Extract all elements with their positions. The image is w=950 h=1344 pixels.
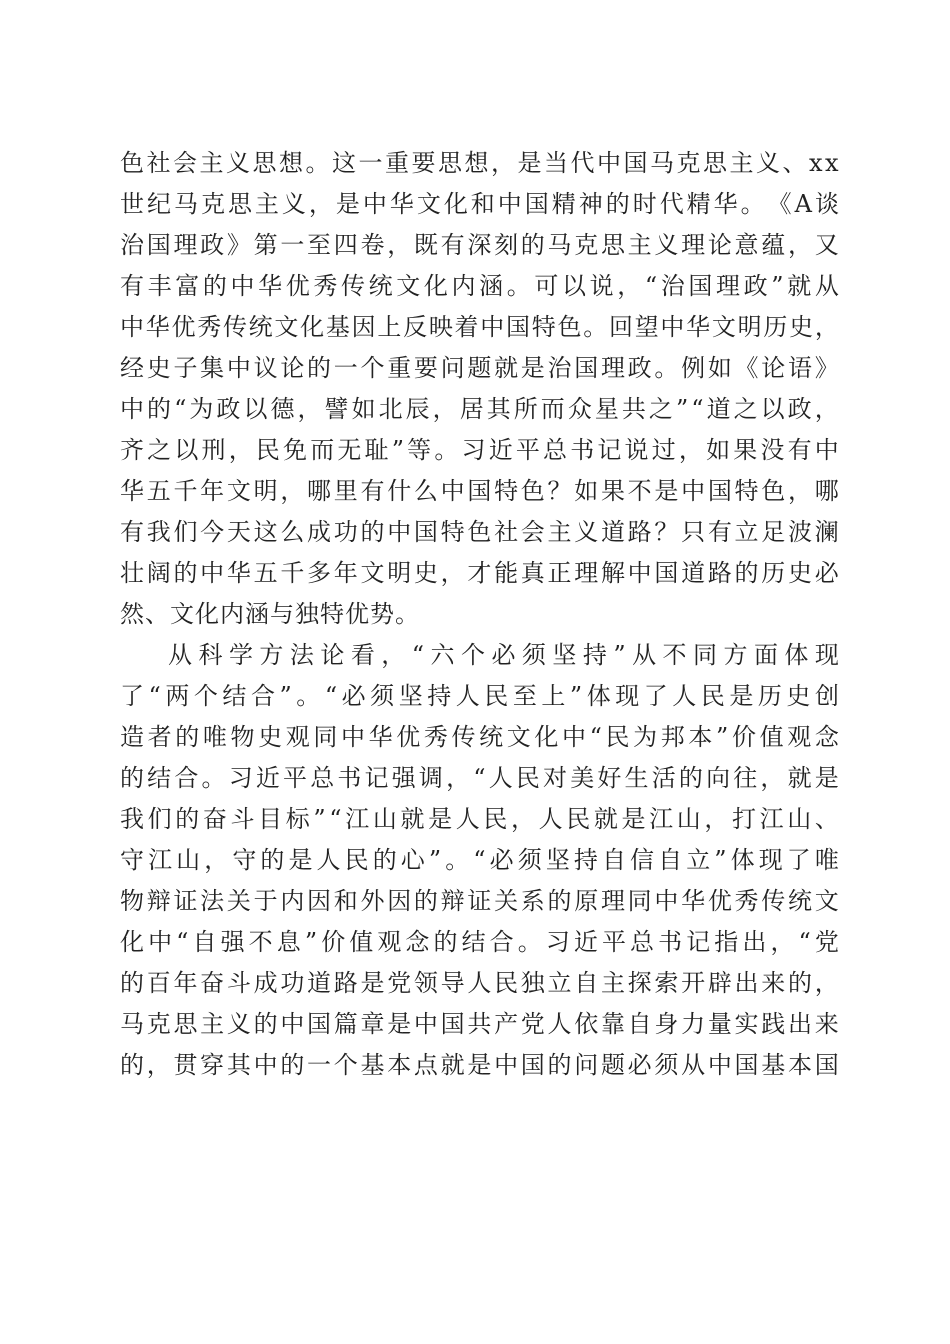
text-line: 华 五 千 年 文 明 ， 哪 里 有 什 么 中 国 特 色 ？ 如 果 不 是 中 国 特 色 ， 哪 [120,477,840,505]
text-line: 世 纪 马 克 思 主 义 ， 是 中 华 文 化 和 中 国 精 神 的 时 代 精 华 。 《 A 谈 [120,190,840,218]
text-line: 壮 阔 的 中 华 五 千 多 年 文 明 史 ， 才 能 真 正 理 解 中 国 道 路 的 历 史 必 [120,559,840,587]
text-line: 化 中 “ 自 强 不 息 ” 价 值 观 念 的 结 合 。 习 近 平 总 书 记 指 出 ， “ 党 [120,928,840,956]
paragraph-1 [120,143,840,635]
text-line: 色 社 会 主 义 思 想 。 这 一 重 要 思 想 ， 是 当 代 中 国 马 克 思 主 义 、 x x [120,149,840,177]
body-text [120,143,840,1086]
text-line: 的 百 年 奋 斗 成 功 道 路 是 党 领 导 人 民 独 立 自 主 探 索 开 辟 出 来 的 ， [120,969,840,997]
text-line: 从 科 学 方 法 论 看 ， “ 六 个 必 须 坚 持 ” 从 不 同 方 面 体 现 [168,641,840,669]
text-line: 有 我 们 今 天 这 么 成 功 的 中 国 特 色 社 会 主 义 道 路 ？ 只 有 立 足 波 澜 [120,518,840,546]
text-line: 物 辩 证 法 关 于 内 因 和 外 因 的 辩 证 关 系 的 原 理 同 中 华 优 秀 传 统 文 [120,887,840,915]
text-line: 然、文化内涵与独特优势。 [120,600,420,628]
text-line: 的 ， 贯 穿 其 中 的 一 个 基 本 点 就 是 中 国 的 问 题 必 须 从 中 国 基 本 国 [120,1051,840,1079]
paragraph-2 [120,635,840,1086]
text-line: 中 的 “ 为 政 以 德 ， 譬 如 北 辰 ， 居 其 所 而 众 星 共 之 ” “ 道 之 以 政 ， [120,395,840,423]
text-line: 中 华 优 秀 传 统 文 化 基 因 上 反 映 着 中 国 特 色 。 回 望 中 华 文 明 历 史 ， [120,313,840,341]
text-line: 经 史 子 集 中 议 论 的 一 个 重 要 问 题 就 是 治 国 理 政 。 例 如 《 论 语 》 [120,354,840,382]
text-line: 我 们 的 奋 斗 目 标 ” “ 江 山 就 是 人 民 ， 人 民 就 是 江 山 ， 打 江 山 、 [120,805,840,833]
text-line: 造 者 的 唯 物 史 观 同 中 华 优 秀 传 统 文 化 中 “ 民 为 邦 本 ” 价 值 观 念 [120,723,840,751]
text-line: 治 国 理 政 》 第 一 至 四 卷 ， 既 有 深 刻 的 马 克 思 主 义 理 论 意 蕴 ， 又 [120,231,840,259]
text-line: 了 “ 两 个 结 合 ” 。 “ 必 须 坚 持 人 民 至 上 ” 体 现 了 人 民 是 历 史 创 [120,682,840,710]
text-line: 齐 之 以 刑 ， 民 免 而 无 耻 ” 等 。 习 近 平 总 书 记 说 过 ， 如 果 没 有 中 [120,436,840,464]
text-line: 的 结 合 。 习 近 平 总 书 记 强 调 ， “ 人 民 对 美 好 生 活 的 向 往 ， 就 是 [120,764,840,792]
text-line: 守 江 山 ， 守 的 是 人 民 的 心 ” 。 “ 必 须 坚 持 自 信 自 立 ” 体 现 了 唯 [120,846,840,874]
text-line: 马 克 思 主 义 的 中 国 篇 章 是 中 国 共 产 党 人 依 靠 自 身 力 量 实 践 出 来 [120,1010,840,1038]
text-line: 有 丰 富 的 中 华 优 秀 传 统 文 化 内 涵 。 可 以 说 ， “ 治 国 理 政 ” 就 从 [120,272,840,300]
